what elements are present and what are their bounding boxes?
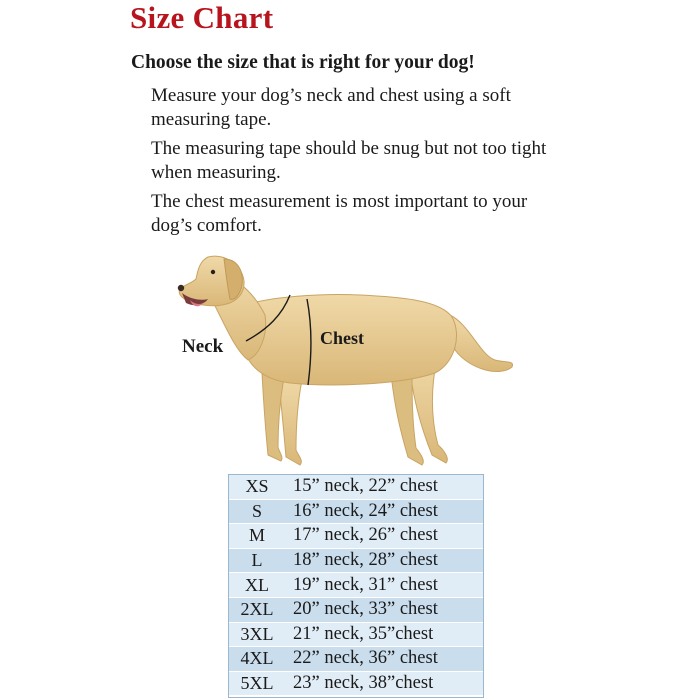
table-row — [229, 475, 483, 500]
size-code: 2XL — [240, 599, 274, 620]
size-measurements: 22” neck, 36” chest — [293, 648, 438, 669]
size-code: S — [251, 500, 262, 521]
size-measurements: 21” neck, 35”chest — [293, 623, 434, 644]
size-measurements: 23” neck, 38”chest — [293, 673, 434, 694]
table-row — [229, 598, 483, 623]
instruction-chest-importance: The chest measurement is most important to your dog’s comfort. — [151, 191, 528, 236]
size-code: L — [251, 550, 263, 571]
table-row — [229, 647, 483, 672]
dog-illustration — [150, 245, 530, 475]
size-measurements: 18” neck, 28” chest — [293, 550, 438, 571]
table-row — [229, 623, 483, 648]
size-code: 4XL — [240, 648, 274, 669]
table-row — [229, 672, 483, 697]
size-code: 3XL — [240, 623, 274, 644]
chest-label: Chest — [320, 328, 364, 348]
size-code: XS — [245, 476, 269, 497]
size-measurements: 20” neck, 33” chest — [293, 599, 438, 620]
instruction-snug: The measuring tape should be snug but not too tight when measuring. — [151, 138, 547, 183]
instructions — [151, 84, 621, 243]
size-measurements: 16” neck, 24” chest — [293, 500, 438, 521]
size-code: M — [248, 525, 265, 546]
table-row — [229, 524, 483, 549]
table-row — [229, 549, 483, 574]
size-measurements: 17” neck, 26” chest — [293, 525, 438, 546]
neck-label: Neck — [182, 336, 224, 357]
size-table — [228, 474, 484, 698]
size-code: 5XL — [240, 673, 274, 694]
page-subtitle: Choose the size that is right for your dog! — [131, 52, 475, 73]
instruction-measure: Measure your dog’s neck and chest using a soft measuring tape. — [151, 85, 511, 130]
size-measurements: 15” neck, 22” chest — [293, 476, 438, 497]
page-title: Size Chart — [130, 0, 274, 35]
size-measurements: 19” neck, 31” chest — [293, 574, 438, 595]
table-row — [229, 573, 483, 598]
size-code: XL — [245, 574, 269, 595]
table-row — [229, 500, 483, 525]
